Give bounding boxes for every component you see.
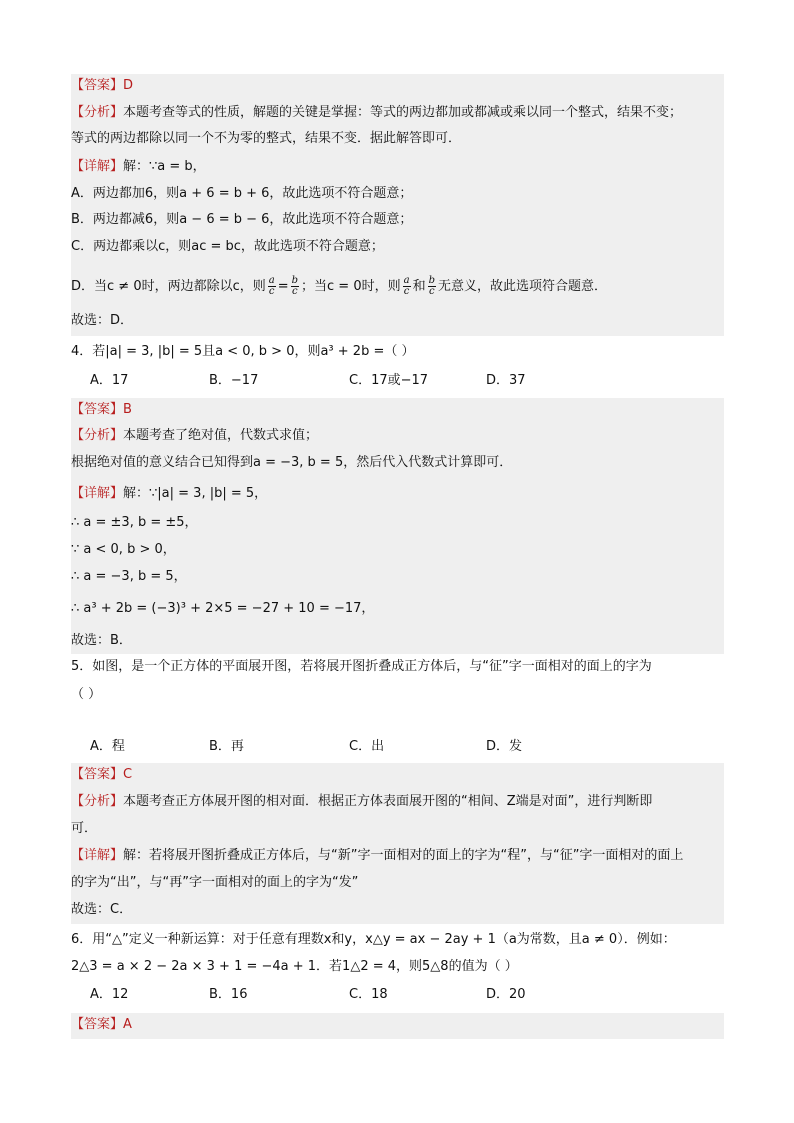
- q6-stem-line-2: 2△3 = a × 2 − 2a × 3 + 1 = −4a + 1．若1△2 = 4，则5△8的值为（ ）: [71, 959, 518, 974]
- q5-answer-line: [71, 763, 731, 787]
- detail-tag: 【详解】: [71, 486, 124, 501]
- q3-option-a-analysis: A．两边都加6，则a + 6 = b + 6，故此选项不符合题意；: [71, 186, 413, 201]
- q5-option-d: D．发: [486, 739, 523, 754]
- detail-text: 解：∵|a| = 3, |b| = 5，: [123, 486, 268, 501]
- fraction-a-over-c-2: $\frac{a}{c}$: [403, 275, 410, 297]
- answer-tag: 【答案】: [71, 402, 124, 417]
- q4-option-d: D．37: [486, 373, 526, 388]
- q4-analysis-line-2: 根据绝对值的意义结合已知得到a = −3, b = 5，然后代入代数式计算即可．: [71, 455, 513, 470]
- q5-analysis-line-2: 可．: [71, 821, 98, 836]
- analysis-text: 本题考查正方体展开图的相对面．根据正方体表面展开图的“相间、Z端是对面”，进行判断即: [123, 794, 653, 809]
- q4-answer-line: [71, 398, 731, 422]
- q4-options: [90, 369, 690, 393]
- analysis-tag: 【分析】: [71, 794, 124, 809]
- q5-stem-line-2: （ ）: [71, 687, 102, 702]
- detail-text: 解：∵a = b，: [123, 159, 206, 174]
- equals-sign: =: [277, 279, 289, 294]
- answer-value: B: [123, 402, 132, 417]
- answer-value: D: [123, 78, 134, 93]
- q4-stem: 4．若|a| = 3, |b| = 5且a < 0, b > 0，则a³ + 2b =（ ）: [71, 344, 415, 359]
- q5-options: [90, 735, 690, 759]
- analysis-text: 本题考查了绝对值，代数式求值；: [123, 428, 319, 443]
- opt-d-part-4: 无意义，故此选项符合题意．: [437, 279, 607, 294]
- q6-option-b: B．16: [209, 987, 248, 1002]
- q3-detail-line-1: [71, 155, 731, 179]
- q6-option-c: C．18: [349, 987, 388, 1002]
- answer-tag: 【答案】: [71, 1017, 124, 1032]
- q4-analysis-line-1: [71, 424, 731, 448]
- q4-detail-line-3: ∵ a < 0, b > 0，: [71, 542, 176, 557]
- q6-option-d: D．20: [486, 987, 526, 1002]
- q5-detail-line-2: 的字为“出”，与“再”字一面相对的面上的字为“发”: [71, 875, 359, 890]
- q5-option-a: A．程: [90, 739, 125, 754]
- q4-option-a: A．17: [90, 373, 129, 388]
- answer-tag: 【答案】: [71, 767, 124, 782]
- q4-detail-line-5: ∴ a³ + 2b = (−3)³ + 2×5 = −27 + 10 = −17，: [71, 601, 375, 616]
- q4-option-c: C．17或−17: [349, 373, 429, 388]
- q3-choose-line: 故选：D．: [71, 313, 134, 328]
- q4-detail-line-2: ∴ a = ±3, b = ±5，: [71, 515, 198, 530]
- q5-detail-line-1: [71, 844, 731, 868]
- fraction-b-over-c: $\frac{b}{c}$: [291, 275, 299, 297]
- detail-tag: 【详解】: [71, 159, 124, 174]
- q5-analysis-line-1: [71, 790, 731, 814]
- answer-tag: 【答案】: [71, 78, 124, 93]
- q5-choose-line: 故选：C．: [71, 902, 133, 917]
- detail-tag: 【详解】: [71, 848, 124, 863]
- answer-value: C: [123, 767, 133, 782]
- analysis-tag: 【分析】: [71, 428, 124, 443]
- q6-stem-line-1: 6．用“△”定义一种新运算：对于任意有理数x和y，x△y = ax − 2ay + 1（a为常数，且a ≠ 0）．例如：: [71, 932, 676, 947]
- q3-option-d-analysis: [71, 272, 731, 302]
- q3-answer-line: [71, 74, 731, 98]
- q6-answer-line: [71, 1013, 731, 1037]
- analysis-text: 本题考查等式的性质，解题的关键是掌握：等式的两边都加或都减或乘以同一个整式，结果不变；: [123, 105, 683, 120]
- q5-option-b: B．再: [209, 739, 244, 754]
- fraction-b-over-c-2: $\frac{b}{c}$: [428, 275, 435, 297]
- q3-option-b-analysis: B．两边都减6，则a − 6 = b − 6，故此选项不符合题意；: [71, 212, 413, 227]
- q6-options: [90, 983, 690, 1007]
- opt-d-part-2: ；当c = 0时，则: [301, 279, 401, 294]
- q5-stem-line-1: 5．如图，是一个正方体的平面展开图，若将展开图折叠成正方体后，与“征”字一面相对的面上的字为: [71, 659, 652, 674]
- answer-value: A: [123, 1017, 132, 1032]
- q4-choose-line: 故选：B．: [71, 633, 132, 648]
- fraction-a-over-c: $\frac{a}{c}$: [268, 275, 275, 297]
- opt-d-part-1: D．当c ≠ 0时，两边都除以c，则: [71, 279, 266, 294]
- q5-option-c: C．出: [349, 739, 385, 754]
- q4-option-b: B．−17: [209, 373, 259, 388]
- q3-analysis-line-1: [71, 101, 731, 125]
- q3-analysis-line-2: 等式的两边都除以同一个不为零的整式，结果不变．据此解答即可．: [71, 131, 462, 146]
- q4-detail-line-4: ∴ a = −3, b = 5，: [71, 569, 187, 584]
- q3-option-c-analysis: C．两边都乘以c，则ac = bc，故此选项不符合题意；: [71, 239, 384, 254]
- detail-text: 解：若将展开图折叠成正方体后，与“新”字一面相对的面上的字为“程”，与“征”字一面相对的面上: [123, 848, 684, 863]
- q6-option-a: A．12: [90, 987, 129, 1002]
- opt-d-part-3: 和: [412, 279, 426, 294]
- analysis-tag: 【分析】: [71, 105, 124, 120]
- q4-detail-line-1: [71, 482, 731, 506]
